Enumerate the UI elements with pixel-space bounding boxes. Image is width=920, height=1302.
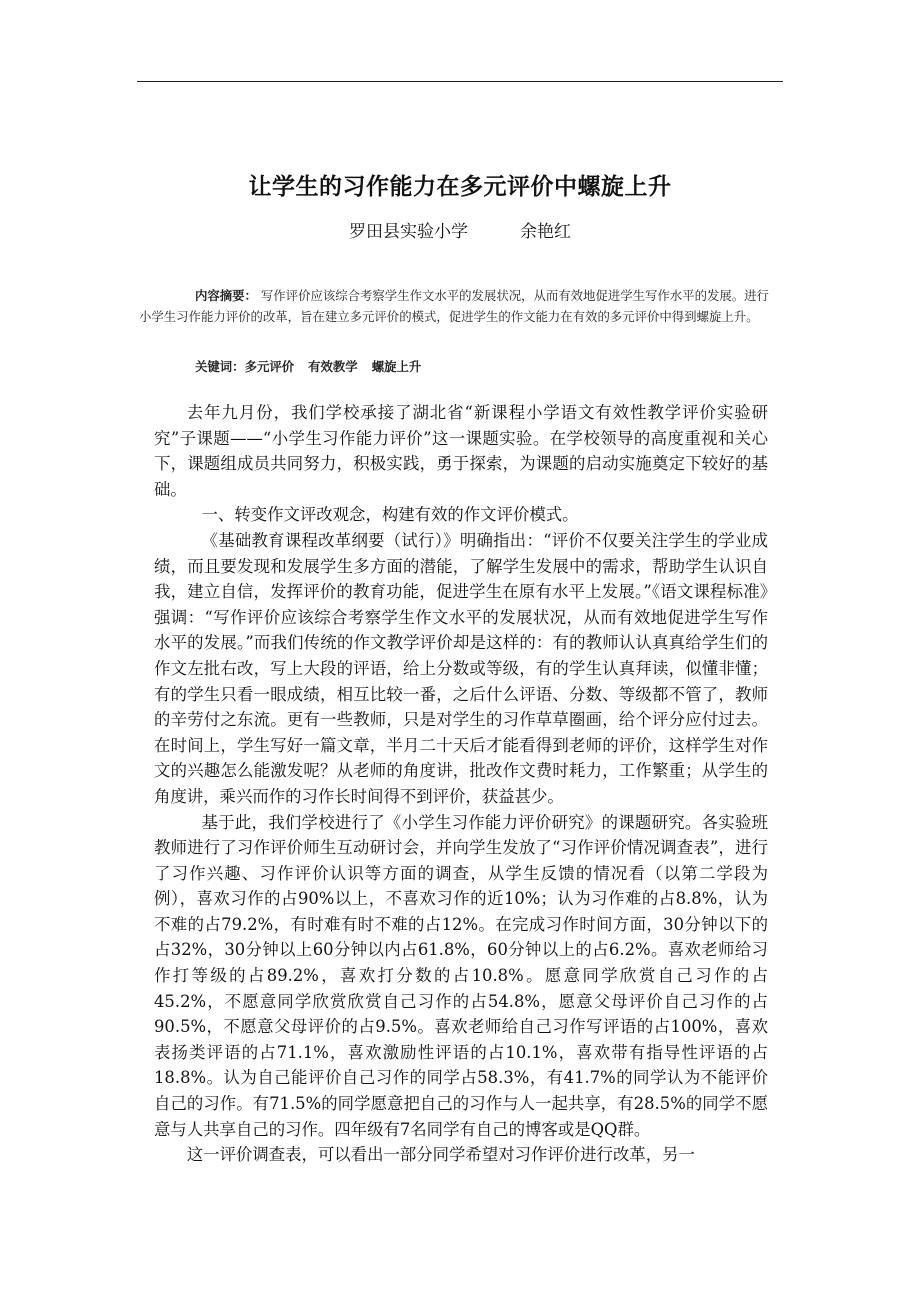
body-text: [154, 400, 768, 1168]
header-rule: [137, 81, 783, 82]
keywords-label: 关键词：: [195, 359, 245, 374]
document-title: 让学生的习作能力在多元评价中螺旋上升: [248, 174, 672, 200]
abstract-text: 写作评价应该综合考察学生作文水平的发展状况，从而有效地促进学生写作水平的发展。进行小学生习作能力评价的改革，旨在建立多元评价的模式，促进学生的作文能力在有效的多元评价中得到螺旋上升。: [139, 288, 769, 324]
paragraph: 去年九月份，我们学校承接了湖北省“新课程小学语文有效性教学评价实验研究”子课题——“小学生习作能力评价”这一课题实验。在学校领导的高度重视和关心下，课题组成员共同努力，积极实践，勇于探索，为课题的启动实施奠定下较好的基础。: [154, 403, 768, 499]
keyword: 螺旋上升: [371, 359, 422, 374]
paragraph: 这一评价调查表，可以看出一部分同学希望对习作评价进行改革，另一: [186, 1145, 695, 1165]
abstract-label: 内容摘要：: [195, 288, 257, 303]
author-name: 余艳红: [520, 222, 571, 242]
byline: [0, 217, 920, 242]
keyword: 有效教学: [308, 359, 358, 374]
abstract: [139, 285, 771, 327]
keywords: [195, 357, 795, 375]
keyword: 多元评价: [244, 359, 295, 374]
paragraph: 基于此，我们学校进行了《小学生习作能力评价研究》的课题研究。各实验班教师进行了习作评价师生互动研讨会，并向学生发放了“习作评价情况调查表”，进行了习作兴趣、习作评价认识等方面的调查，从学生反馈的情况看（以第二学段为例），喜欢习作的占90%以上，不喜欢习作的近10%；认为习作难的占8.8%，认为不难的占79.2%，有时难有时不难的占12%。在完成习作时间方面，30分钟以下的占32%，30分钟以上60分钟以内占61.8%，60分钟以上的占6.2%。喜欢老师给习作打等级的占89.2%，喜欢打分数的占10.8%。愿意同学欣赏自己习作的占45.2%，不愿意同学欣赏欣赏自己习作的占54.8%，愿意父母评价自己习作的占90.5%，不愿意父母评价的占9.5%。喜欢老师给自己习作写评语的占100%，喜欢表扬类评语的占71.1%，喜欢激励性评语的占10.1%，喜欢带有指导性评语的占18.8%。认为自己能评价自己习作的同学占58.3%，有41.7%的同学认为不能评价自己的习作。有71.5%的同学愿意把自己的习作与人一起共享，有28.5%的同学不愿意与人共享自己的习作。四年级有7名同学有自己的博客或是QQ群。: [154, 812, 768, 1139]
paragraph: 《基础教育课程改革纲要（试行）》明确指出：“评价不仅要关注学生的学业成绩，而且要发现和发展学生多方面的潜能，了解学生发展中的需求，帮助学生认识自我，建立自信，发挥评价的教育功能，促进学生在原有水平上发展。”《语文课程标准》强调：“写作评价应该综合考察学生作文水平的发展状况，从而有效地促进学生写作水平的发展。”而我们传统的作文教学评价却是这样的：有的教师认认真真给学生们的作文左批右改，写上大段的评语，给上分数或等级，有的学生认真拜读，似懂非懂；有的学生只看一眼成绩，相互比较一番，之后什么评语、分数、等级都不管了，教师的辛劳付之东流。更有一些教师，只是对学生的习作草草圈画，给个评分应付过去。在时间上，学生写好一篇文章，半月二十天后才能看得到老师的评价，这样学生对作文的兴趣怎么能激发呢？从老师的角度讲，批改作文费时耗力，工作繁重；从学生的角度讲，乘兴而作的习作长时间得不到评价，获益甚少。: [154, 530, 768, 806]
school-name: 罗田县实验小学: [349, 222, 468, 242]
section-heading: 一、转变作文评改观念，构建有效的作文评价模式。: [201, 505, 579, 525]
